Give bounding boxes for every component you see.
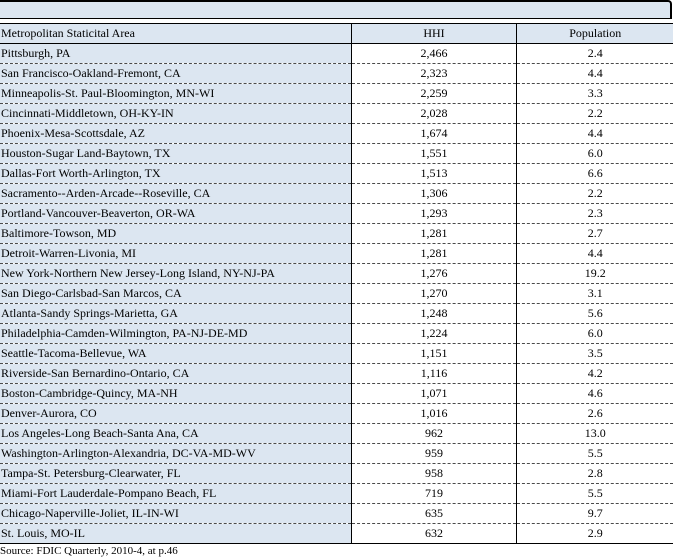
- population-cell: 3.3: [516, 84, 673, 104]
- population-cell: 5.5: [516, 444, 673, 464]
- hhi-table: [0, 23, 673, 544]
- table-row: [0, 84, 673, 104]
- population-cell: 4.4: [516, 244, 673, 264]
- area-cell: Atlanta-Sandy Springs-Marietta, GA: [0, 304, 351, 324]
- area-cell: Dallas-Fort Worth-Arlington, TX: [0, 164, 351, 184]
- table-row: [0, 304, 673, 324]
- population-cell: 6.0: [516, 144, 673, 164]
- population-cell: 3.1: [516, 284, 673, 304]
- hhi-cell: 958: [351, 464, 516, 484]
- hhi-cell: 635: [351, 504, 516, 524]
- area-cell: Baltimore-Towson, MD: [0, 224, 351, 244]
- table-row: [0, 384, 673, 404]
- hhi-cell: 1,071: [351, 384, 516, 404]
- table-row: [0, 244, 673, 264]
- population-cell: 3.5: [516, 344, 673, 364]
- area-cell: San Diego-Carlsbad-San Marcos, CA: [0, 284, 351, 304]
- hhi-cell: 1,116: [351, 364, 516, 384]
- table-row: [0, 484, 673, 504]
- hhi-cell: 632: [351, 524, 516, 544]
- hhi-cell: 2,323: [351, 64, 516, 84]
- hhi-cell: 1,270: [351, 284, 516, 304]
- area-cell: St. Louis, MO-IL: [0, 524, 351, 544]
- hhi-cell: 1,248: [351, 304, 516, 324]
- population-cell: 4.4: [516, 124, 673, 144]
- area-cell: Denver-Aurora, CO: [0, 404, 351, 424]
- table-row: [0, 404, 673, 424]
- table-row: [0, 264, 673, 284]
- area-cell: Washington-Arlington-Alexandria, DC-VA-MD-WV: [0, 444, 351, 464]
- area-cell: Houston-Sugar Land-Baytown, TX: [0, 144, 351, 164]
- hhi-cell: 1,674: [351, 124, 516, 144]
- table-row: [0, 364, 673, 384]
- area-cell: Boston-Cambridge-Quincy, MA-NH: [0, 384, 351, 404]
- area-cell: Detroit-Warren-Livonia, MI: [0, 244, 351, 264]
- table-row: [0, 144, 673, 164]
- population-cell: 2.8: [516, 464, 673, 484]
- table-row: [0, 64, 673, 84]
- population-cell: 19.2: [516, 264, 673, 284]
- population-cell: 13.0: [516, 424, 673, 444]
- area-cell: Miami-Fort Lauderdale-Pompano Beach, FL: [0, 484, 351, 504]
- area-cell: Portland-Vancouver-Beaverton, OR-WA: [0, 204, 351, 224]
- hhi-cell: 1,513: [351, 164, 516, 184]
- table-row: [0, 464, 673, 484]
- hhi-cell: 2,028: [351, 104, 516, 124]
- area-cell: Chicago-Naperville-Joliet, IL-IN-WI: [0, 504, 351, 524]
- table-row: [0, 444, 673, 464]
- header-area: Metropolitan Staticital Area: [0, 24, 351, 44]
- area-cell: Riverside-San Bernardino-Ontario, CA: [0, 364, 351, 384]
- population-cell: 2.3: [516, 204, 673, 224]
- source-note: Source: FDIC Quarterly, 2010-4, at p.46: [0, 545, 178, 557]
- area-cell: Tampa-St. Petersburg-Clearwater, FL: [0, 464, 351, 484]
- table-body: [0, 44, 673, 544]
- hhi-cell: 2,259: [351, 84, 516, 104]
- hhi-cell: 1,016: [351, 404, 516, 424]
- table-row: [0, 224, 673, 244]
- area-cell: Cincinnati-Middletown, OH-KY-IN: [0, 104, 351, 124]
- area-cell: San Francisco-Oakland-Fremont, CA: [0, 64, 351, 84]
- table-row: [0, 424, 673, 444]
- table-row: [0, 344, 673, 364]
- hhi-cell: 1,224: [351, 324, 516, 344]
- hhi-cell: 1,276: [351, 264, 516, 284]
- population-cell: 4.2: [516, 364, 673, 384]
- table-row: [0, 164, 673, 184]
- table-title-band: [0, 0, 672, 19]
- hhi-cell: 1,551: [351, 144, 516, 164]
- table-row: [0, 124, 673, 144]
- hhi-cell: 2,466: [351, 44, 516, 64]
- population-cell: 2.2: [516, 104, 673, 124]
- area-cell: Philadelphia-Camden-Wilmington, PA-NJ-DE-MD: [0, 324, 351, 344]
- population-cell: 2.6: [516, 404, 673, 424]
- table-row: [0, 104, 673, 124]
- table-row: [0, 524, 673, 544]
- population-cell: 2.7: [516, 224, 673, 244]
- area-cell: Sacramento--Arden-Arcade--Roseville, CA: [0, 184, 351, 204]
- table-row: [0, 284, 673, 304]
- area-cell: Seattle-Tacoma-Bellevue, WA: [0, 344, 351, 364]
- area-cell: Phoenix-Mesa-Scottsdale, AZ: [0, 124, 351, 144]
- hhi-cell: 1,151: [351, 344, 516, 364]
- population-cell: 5.6: [516, 304, 673, 324]
- table-row: [0, 324, 673, 344]
- hhi-cell: 962: [351, 424, 516, 444]
- hhi-cell: 1,306: [351, 184, 516, 204]
- hhi-cell: 719: [351, 484, 516, 504]
- header-population: Population: [516, 24, 673, 44]
- area-cell: Pittsburgh, PA: [0, 44, 351, 64]
- area-cell: New York-Northern New Jersey-Long Island, NY-NJ-PA: [0, 264, 351, 284]
- population-cell: 4.6: [516, 384, 673, 404]
- table-row: [0, 504, 673, 524]
- table-row: [0, 204, 673, 224]
- table-row: [0, 44, 673, 64]
- table-row: [0, 184, 673, 204]
- hhi-cell: 959: [351, 444, 516, 464]
- population-cell: 6.6: [516, 164, 673, 184]
- hhi-cell: 1,281: [351, 244, 516, 264]
- population-cell: 2.4: [516, 44, 673, 64]
- header-hhi: HHI: [351, 24, 516, 44]
- population-cell: 4.4: [516, 64, 673, 84]
- population-cell: 9.7: [516, 504, 673, 524]
- header-row: [0, 24, 673, 44]
- population-cell: 2.2: [516, 184, 673, 204]
- hhi-cell: 1,281: [351, 224, 516, 244]
- population-cell: 5.5: [516, 484, 673, 504]
- area-cell: Los Angeles-Long Beach-Santa Ana, CA: [0, 424, 351, 444]
- population-cell: 6.0: [516, 324, 673, 344]
- hhi-cell: 1,293: [351, 204, 516, 224]
- population-cell: 2.9: [516, 524, 673, 544]
- area-cell: Minneapolis-St. Paul-Bloomington, MN-WI: [0, 84, 351, 104]
